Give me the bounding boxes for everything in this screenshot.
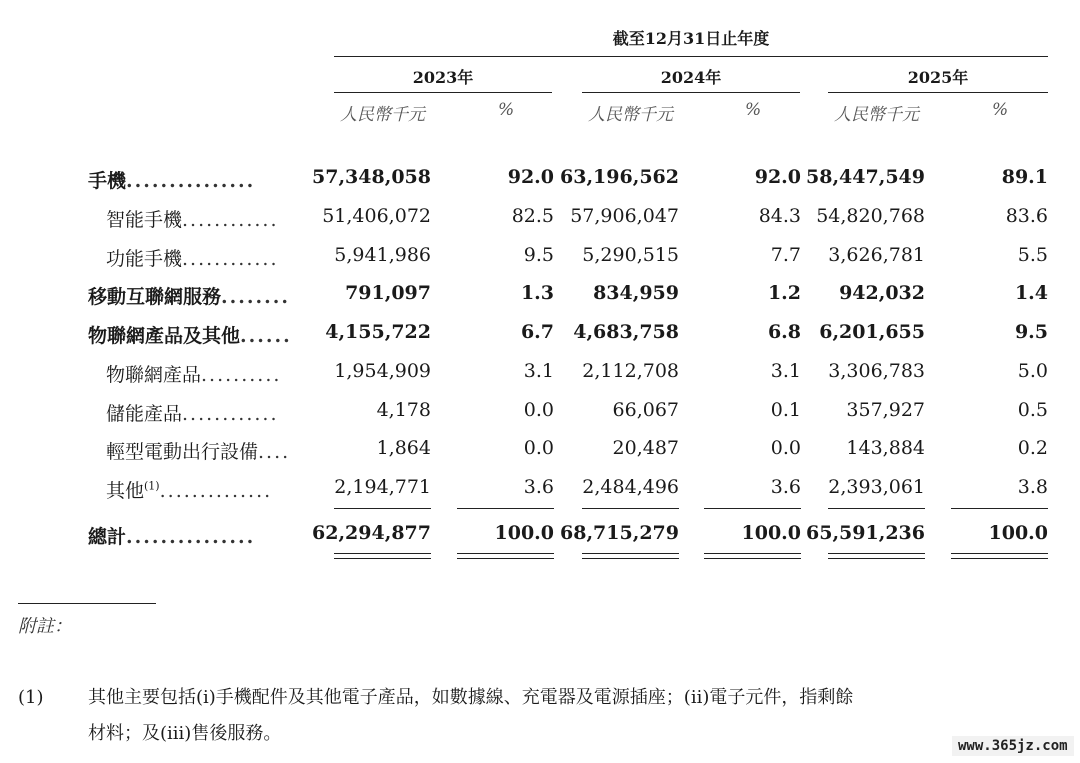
row-label <box>106 476 272 503</box>
subtotal-rule-2025-pct <box>951 508 1048 509</box>
unit-pct-2024: % <box>745 100 762 120</box>
leader-dots: ........ <box>221 286 290 308</box>
year-rule-2024 <box>582 92 800 93</box>
percent-cell: 0.5 <box>1017 399 1048 421</box>
leader-dots: ...... <box>240 325 292 347</box>
row-label-text: 物聯網產品 <box>106 364 202 386</box>
amount-cell: 3,306,783 <box>828 360 925 382</box>
note-text-line-1: 其他主要包括(i)手機配件及其他電子產品，如數據線、充電器及電源插座；(ii)電子元件，指剩餘 <box>88 687 854 708</box>
amount-cell: 62,294,877 <box>312 522 431 544</box>
percent-cell: 0.0 <box>770 437 801 459</box>
row-label <box>88 522 255 549</box>
total-rule <box>704 558 801 559</box>
row-label <box>106 437 290 464</box>
year-rule-2023 <box>334 92 552 93</box>
total-rule <box>951 553 1048 554</box>
total-rule <box>828 553 925 554</box>
percent-cell: 1.2 <box>767 282 801 304</box>
note-text-line-2: 材料；及(iii)售後服務。 <box>88 723 282 744</box>
amount-cell: 66,067 <box>612 399 679 421</box>
leader-dots: ............... <box>126 526 256 548</box>
amount-cell: 4,155,722 <box>325 321 431 343</box>
year-2023: 2023年 <box>412 68 474 87</box>
amount-cell: 834,959 <box>593 282 679 304</box>
amount-cell: 5,290,515 <box>582 244 679 266</box>
notes-heading: 附註： <box>18 616 72 637</box>
total-rule <box>582 553 679 554</box>
leader-dots: ............... <box>126 170 256 192</box>
amount-cell: 791,097 <box>345 282 431 304</box>
amount-cell: 6,201,655 <box>819 321 925 343</box>
period-header: 截至12月31日止年度 <box>612 29 770 48</box>
row-label-text: 物聯網產品及其他 <box>88 325 241 347</box>
percent-cell: 3.1 <box>523 360 554 382</box>
amount-cell: 58,447,549 <box>806 166 925 188</box>
percent-cell: 7.7 <box>770 244 801 266</box>
leader-dots: .......... <box>201 364 282 386</box>
year-2024: 2024年 <box>660 68 722 87</box>
row-label <box>88 282 290 309</box>
year-2025: 2025年 <box>907 68 969 87</box>
total-rule <box>704 553 801 554</box>
row-label <box>106 399 279 426</box>
amount-cell: 942,032 <box>839 282 925 304</box>
percent-cell: 3.1 <box>770 360 801 382</box>
amount-cell: 20,487 <box>612 437 679 459</box>
row-label-text: 功能手機 <box>106 248 183 270</box>
leader-dots: .............. <box>159 480 273 502</box>
note-number: (1) <box>18 687 44 708</box>
total-rule <box>582 558 679 559</box>
percent-cell: 3.6 <box>770 476 801 498</box>
percent-cell: 83.6 <box>1005 205 1048 227</box>
percent-cell: 1.4 <box>1014 282 1048 304</box>
percent-cell: 100.0 <box>988 522 1048 544</box>
amount-cell: 4,178 <box>376 399 431 421</box>
row-label-text: 移動互聯網服務 <box>88 286 222 308</box>
percent-cell: 5.0 <box>1017 360 1048 382</box>
percent-cell: 0.2 <box>1017 437 1048 459</box>
amount-cell: 63,196,562 <box>560 166 679 188</box>
header-rule <box>334 56 1048 57</box>
footnote-marker: (1) <box>144 479 160 493</box>
unit-pct-2025: % <box>992 100 1009 120</box>
subtotal-rule-2023-pct <box>457 508 554 509</box>
amount-cell: 2,194,771 <box>334 476 431 498</box>
total-rule <box>334 553 431 554</box>
row-label-text: 輕型電動出行設備 <box>106 441 259 463</box>
percent-cell: 1.3 <box>520 282 554 304</box>
amount-cell: 4,683,758 <box>573 321 679 343</box>
row-label-text: 儲能產品 <box>106 403 183 425</box>
unit-amount-2024: 人民幣千元 <box>588 105 673 125</box>
percent-cell: 0.1 <box>770 399 801 421</box>
percent-cell: 0.0 <box>523 399 554 421</box>
subtotal-rule-2024-amt <box>582 508 679 509</box>
total-rule <box>334 558 431 559</box>
row-label <box>106 244 279 271</box>
percent-cell: 84.3 <box>758 205 801 227</box>
total-rule <box>457 558 554 559</box>
amount-cell: 57,348,058 <box>312 166 431 188</box>
total-rule <box>951 558 1048 559</box>
unit-amount-2025: 人民幣千元 <box>834 105 919 125</box>
row-label-text: 智能手機 <box>106 209 183 231</box>
amount-cell: 65,591,236 <box>806 522 925 544</box>
subtotal-rule-2025-amt <box>828 508 925 509</box>
subtotal-rule-2023-amt <box>334 508 431 509</box>
amount-cell: 51,406,072 <box>322 205 431 227</box>
row-label-text: 手機 <box>88 170 127 192</box>
row-label <box>88 166 255 193</box>
percent-cell: 100.0 <box>741 522 801 544</box>
row-label-text: 其他 <box>106 480 145 502</box>
amount-cell: 54,820,768 <box>816 205 925 227</box>
percent-cell: 0.0 <box>523 437 554 459</box>
percent-cell: 3.8 <box>1017 476 1048 498</box>
subtotal-rule-2024-pct <box>704 508 801 509</box>
leader-dots: ............ <box>182 248 279 270</box>
amount-cell: 68,715,279 <box>560 522 679 544</box>
notes-separator <box>18 603 156 604</box>
percent-cell: 9.5 <box>523 244 554 266</box>
percent-cell: 6.8 <box>767 321 801 343</box>
total-rule <box>828 558 925 559</box>
amount-cell: 2,484,496 <box>582 476 679 498</box>
unit-amount-2023: 人民幣千元 <box>340 105 425 125</box>
percent-cell: 5.5 <box>1017 244 1048 266</box>
percent-cell: 92.0 <box>754 166 801 188</box>
amount-cell: 57,906,047 <box>570 205 679 227</box>
row-label <box>106 360 281 387</box>
unit-pct-2023: % <box>498 100 515 120</box>
percent-cell: 89.1 <box>1001 166 1048 188</box>
percent-cell: 9.5 <box>1014 321 1048 343</box>
percent-cell: 100.0 <box>494 522 554 544</box>
amount-cell: 143,884 <box>846 437 925 459</box>
percent-cell: 92.0 <box>507 166 554 188</box>
row-label-text: 總計 <box>88 526 127 548</box>
leader-dots: ............ <box>182 403 279 425</box>
total-rule <box>457 553 554 554</box>
watermark: www.365jz.com <box>952 736 1074 756</box>
year-rule-2025 <box>828 92 1048 93</box>
amount-cell: 2,393,061 <box>828 476 925 498</box>
leader-dots: .... <box>258 441 291 463</box>
row-label <box>88 321 292 348</box>
row-label <box>106 205 279 232</box>
percent-cell: 3.6 <box>523 476 554 498</box>
percent-cell: 82.5 <box>511 205 554 227</box>
amount-cell: 2,112,708 <box>582 360 679 382</box>
percent-cell: 6.7 <box>520 321 554 343</box>
amount-cell: 5,941,986 <box>334 244 431 266</box>
amount-cell: 357,927 <box>846 399 925 421</box>
amount-cell: 1,864 <box>376 437 431 459</box>
amount-cell: 1,954,909 <box>334 360 431 382</box>
amount-cell: 3,626,781 <box>828 244 925 266</box>
leader-dots: ............ <box>182 209 279 231</box>
